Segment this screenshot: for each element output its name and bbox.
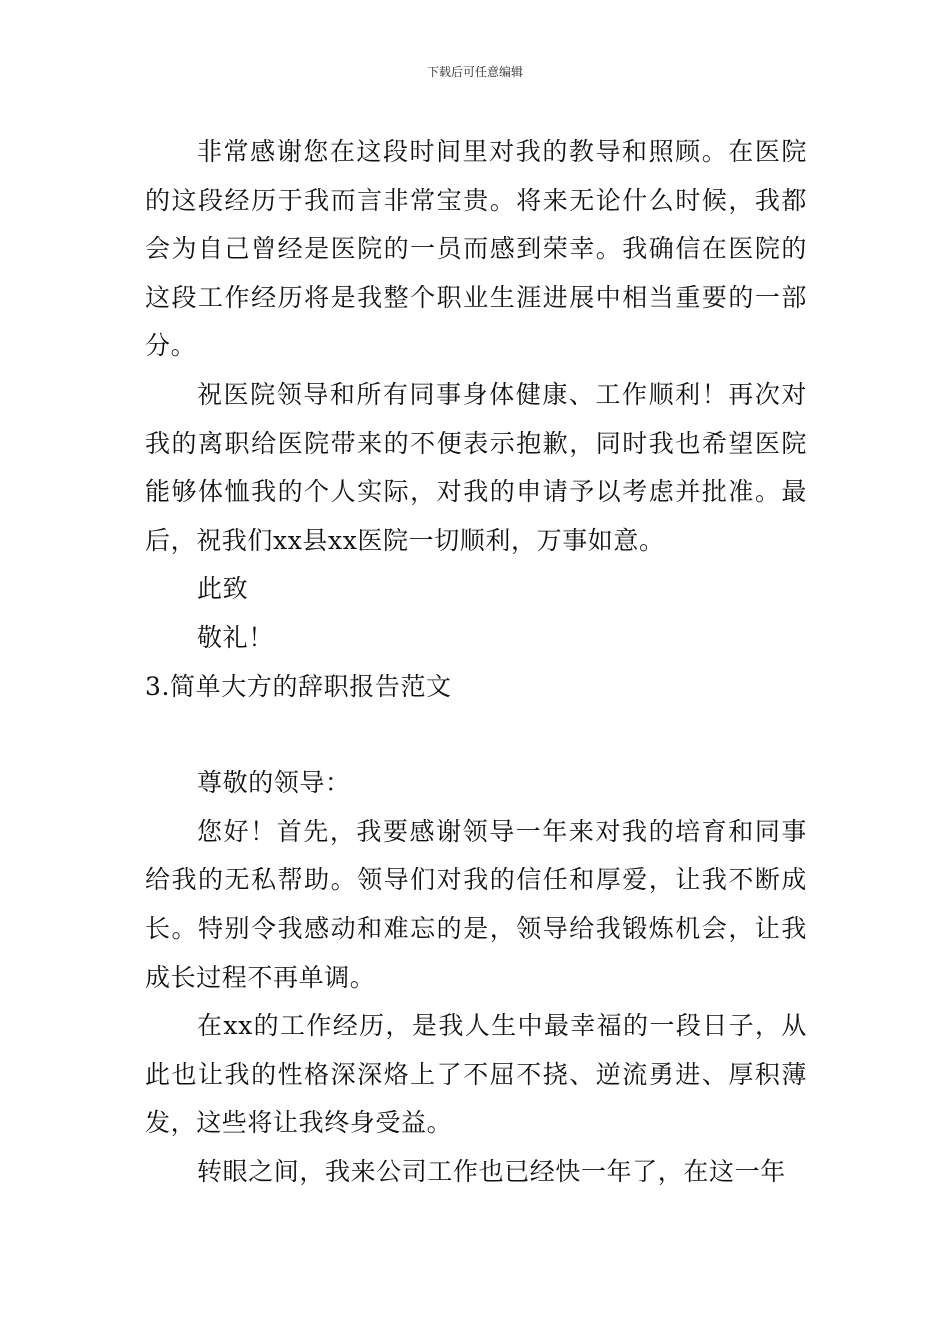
section-heading: 3.简单大方的辞职报告范文 (145, 671, 452, 701)
closing-jingli: 敬礼！ (197, 622, 274, 652)
salutation: 尊敬的领导： (197, 768, 351, 798)
paragraph-gratitude: 非常感谢您在这段时间里对我的教导和照顾。在医院的这段经历于我而言非常宝贵。将来无论什么时候，我都会为自己曾经是医院的一员而感到荣幸。我确信在医院的这段工作经历将是我整个职业生涯进展中相当重要的一部分。 (145, 137, 807, 361)
page-header-note: 下载后可任意编辑 (426, 65, 523, 79)
paragraph-thanks: 您好！首先，我要感谢领导一年来对我的培育和同事给我的无私帮助。领导们对我的信任和厚爱，让我不断成长。特别令我感动和难忘的是，领导给我锻炼机会，让我成长过程不再单调。 (145, 816, 807, 992)
document-body (145, 128, 807, 1196)
blank-line (145, 711, 807, 759)
paragraph-time: 转眼之间，我来公司工作也已经快一年了，在这一年 (197, 1156, 786, 1186)
paragraph-wishes: 祝医院领导和所有同事身体健康、工作顺利！再次对我的离职给医院带来的不便表示抱歉，同时我也希望医院能够体恤我的个人实际，对我的申请予以考虑并批准。最后，祝我们xx县xx医院一切顺利，万事如意。 (145, 379, 807, 555)
paragraph-experience: 在xx的工作经历，是我人生中最幸福的一段日子，从此也让我的性格深深烙上了不屈不挠、逆流勇进、厚积薄发，这些将让我终身受益。 (145, 1011, 807, 1138)
closing-cizhi: 此致 (197, 574, 249, 604)
